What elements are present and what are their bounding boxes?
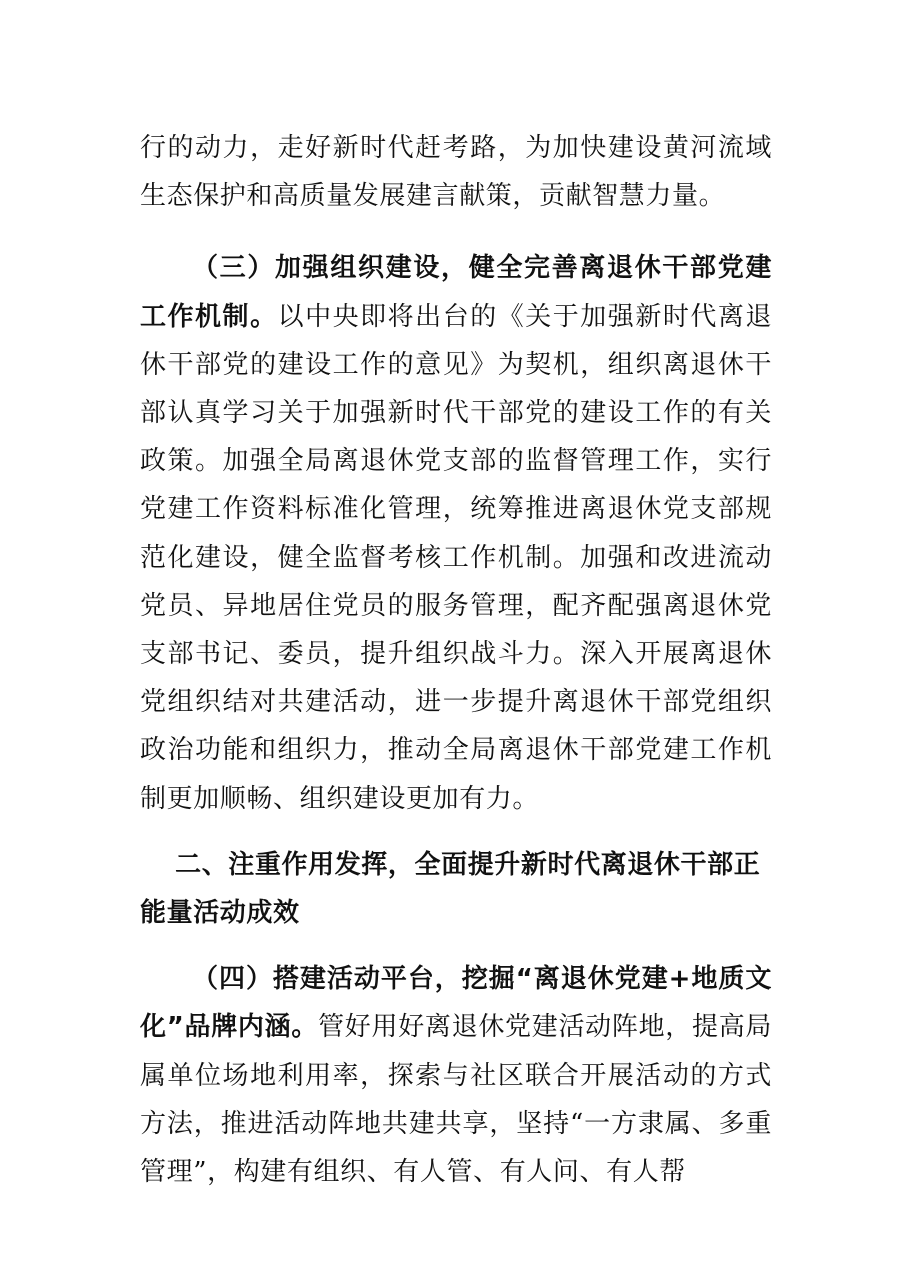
- paragraph-body: 以中央即将出台的《关于加强新时代离退休干部党的建设工作的意见》为契机，组织离退休干部认真学习关于加强新时代干部党的建设工作的有关政策。加强全局离退休党支部的监督管理工作，实行党建工作资料标准化管理，统筹推进离退休党支部规范化建设，健全监督考核工作机制。加强和改进流动党员、异地居住党员的服务管理，配齐配强离退休党支部书记、委员，提升组织战斗力。深入开展离退休党组织结对共建活动，进一步提升离退休干部党组织政治功能和组织力，推动全局离退休干部党建工作机制更加顺畅、组织建设更加有力。: [140, 301, 772, 814]
- paragraph-body: 管好用好离退休党建活动阵地，提高局属单位场地利用率，探索与社区联合开展活动的方式方法，推进活动阵地共建共享，坚持“一方隶属、多重管理”，构建有组织、有人管、有人问、有人帮: [140, 1012, 773, 1188]
- paragraph-lead-bold: （三）加强组织建设，健全完善离退休干部党建工作机制。: [140, 253, 772, 332]
- paragraph-organization-building: [140, 244, 772, 822]
- section-heading: 二、注重作用发挥，全面提升新时代离退休干部正能量活动成效: [140, 849, 761, 929]
- paragraph-lead-bold: （四）搭建活动平台，挖掘“离退休党建+地质文化”品牌内涵。: [140, 964, 772, 1043]
- paragraph-activity-platform: [140, 955, 772, 1196]
- document-page: [140, 124, 772, 1196]
- paragraph-continued: 行的动力，走好新时代赶考路，为加快建设黄河流域生态保护和高质量发展建言献策，贡献智慧力量。: [140, 133, 772, 212]
